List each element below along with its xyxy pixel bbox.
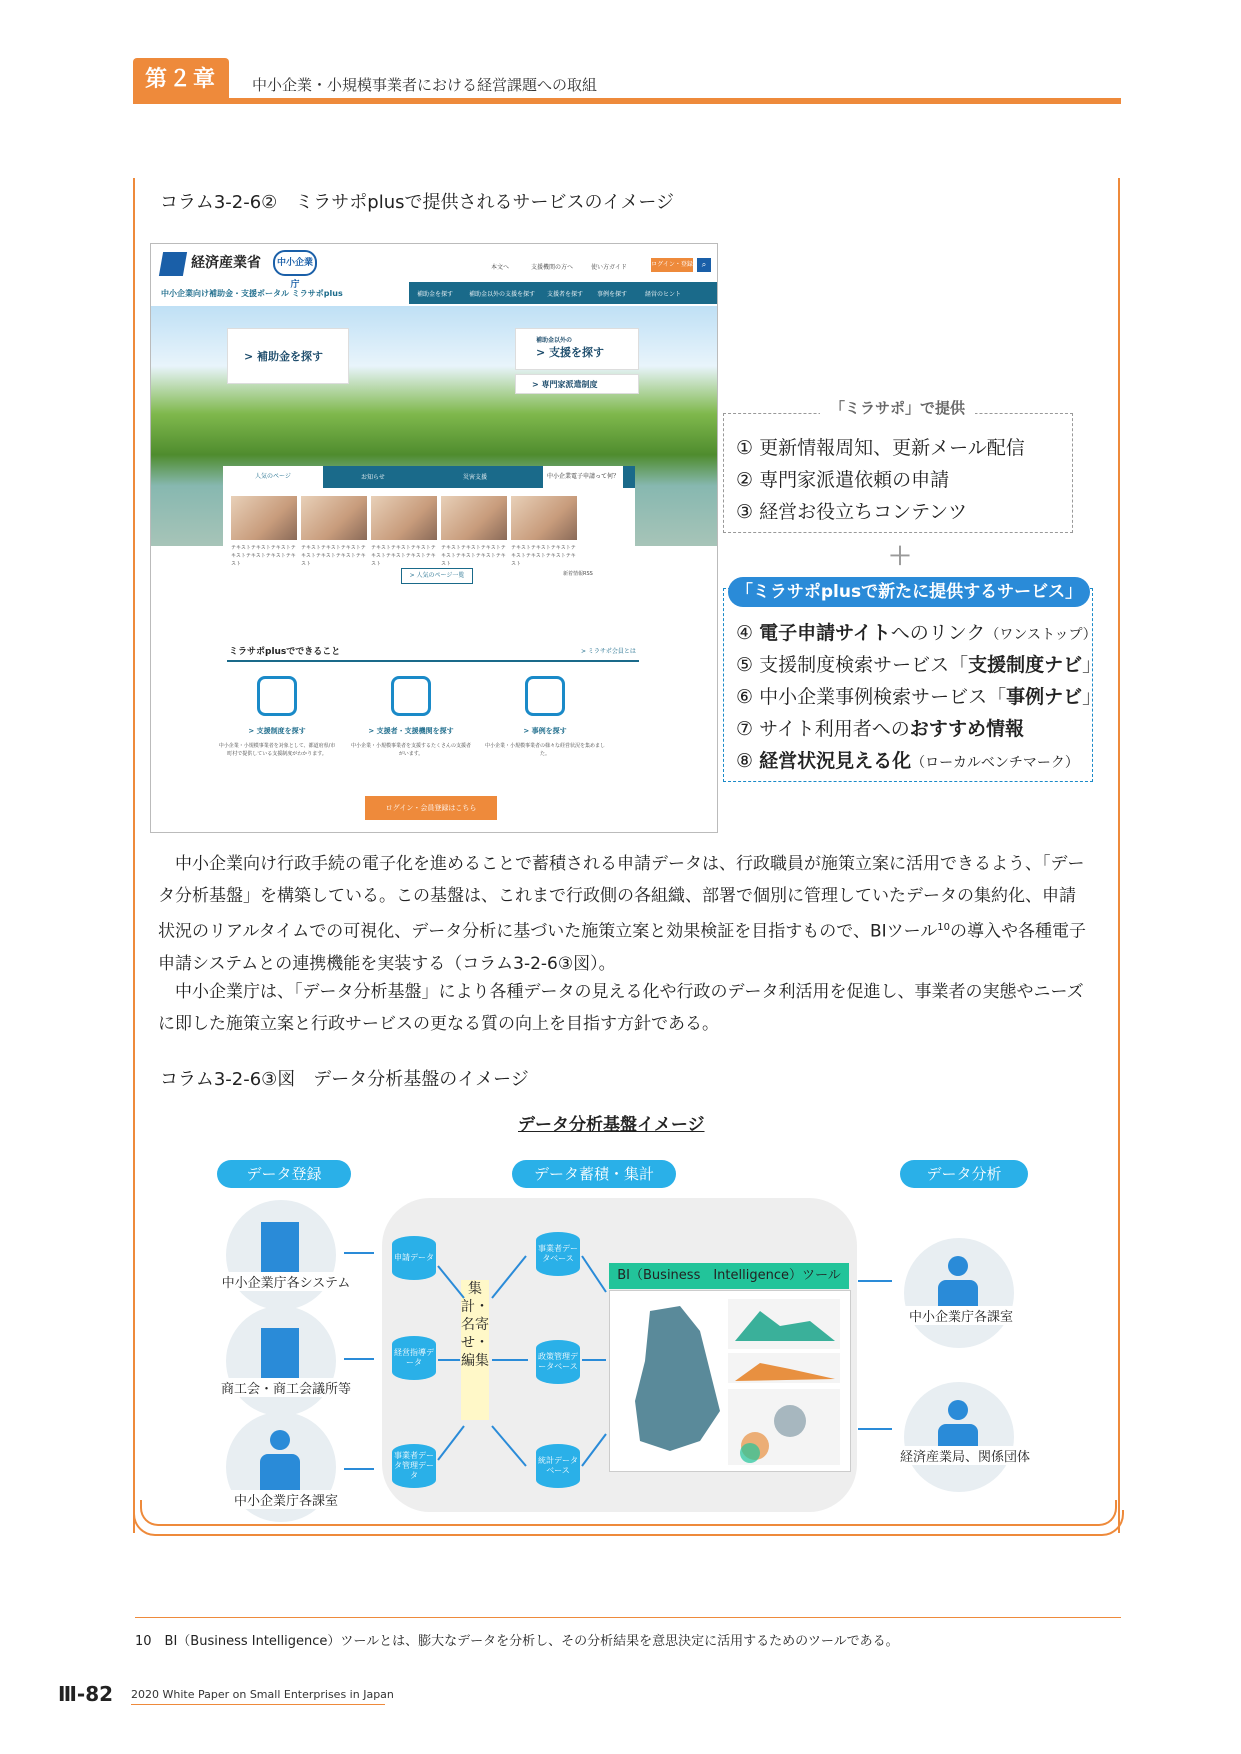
connector-arrows: [430, 1230, 620, 1490]
card-photo: [231, 496, 297, 540]
person-circle: [904, 1382, 1014, 1492]
chapter-tab: 第２章: [133, 58, 229, 102]
person-head-icon: [270, 1430, 290, 1450]
portal-title: 中小企業向け補助金・支援ポータル ミラサポplus: [161, 289, 343, 298]
database-icon: 統計データベース: [536, 1444, 580, 1488]
tab-e-application[interactable]: 中小企業電子申請って何？: [543, 466, 623, 488]
database-icon: 政策管理データベース: [536, 1340, 580, 1384]
service-item: ② 専門家派遣依頼の申請: [736, 469, 950, 491]
new-service-item: [736, 682, 1101, 709]
tab-disaster[interactable]: 災害支援: [463, 474, 488, 481]
arrow: [344, 1252, 374, 1254]
footnote-rule: [135, 1617, 1121, 1618]
arrow: [344, 1468, 374, 1470]
card-text: テキストテキストテキストテキストテキストテキストテキスト: [301, 545, 366, 567]
publication-rule: [131, 1704, 385, 1705]
item-pre: ⑤ 支援制度検索サービス「: [736, 654, 969, 676]
mirasapo-screenshot: [150, 243, 718, 833]
item-post: 」: [1082, 654, 1102, 676]
bi-dashboard-graphic: [610, 1291, 850, 1471]
new-service-item: [736, 618, 1097, 645]
chapter-title: 中小企業・小規模事業者における経営課題への取組: [252, 76, 598, 94]
user-label: 中小企業庁各課室: [886, 1306, 1036, 1325]
p1-tail: の導入や各種電子申請システムとの連携機能を実装する（コラム3-2-6③図）。: [158, 921, 1087, 974]
top-link-main[interactable]: 本文へ: [491, 264, 510, 271]
feature-title: > 支援制度を探す: [248, 727, 306, 735]
building-icon: [261, 1328, 299, 1382]
new-service-item: [736, 746, 1079, 773]
database-icon: 経営指導データ: [392, 1336, 436, 1380]
plus-sign: ＋: [888, 542, 912, 570]
card-photo: [301, 496, 367, 540]
popular-cards: [223, 488, 635, 588]
card-photo: [511, 496, 577, 540]
meti-name: 経済産業省: [191, 255, 261, 271]
nav-cases[interactable]: 事例を探す: [597, 291, 628, 298]
new-service-item: [736, 650, 1101, 677]
column-frame-right: [1118, 178, 1120, 1533]
footnote-ref[interactable]: 10: [937, 922, 951, 933]
column-frame-left: [133, 178, 135, 1533]
rss-link[interactable]: 新着情報RSS: [563, 571, 593, 577]
section-title: ミラサポplusでできること: [229, 647, 341, 657]
nav-supporter[interactable]: 支援者を探す: [547, 291, 584, 298]
item-bold: おすすめ情報: [909, 718, 1024, 740]
card[interactable]: [231, 496, 297, 568]
map-shape: [635, 1306, 720, 1451]
arrow: [344, 1358, 374, 1360]
hero-expert-button[interactable]: > 専門家派遣制度: [515, 374, 639, 394]
arrow: [858, 1428, 892, 1430]
login-button[interactable]: ログイン・登録: [651, 258, 693, 272]
feature-desc: 中小企業・小規模事業者を対象として、都道府県/市町村で提供している支援制度がわかります。: [218, 743, 336, 757]
item-bold: 経営状況見える化: [759, 750, 912, 772]
scatter-cluster: [740, 1443, 760, 1463]
arrow: [858, 1280, 892, 1282]
card-text: テキストテキストテキストテキストテキストテキストテキスト: [231, 545, 296, 567]
pill-data-analysis: データ分析: [900, 1160, 1028, 1188]
hero-other-small: 補助金以外の: [536, 337, 573, 344]
feature-cases[interactable]: [485, 676, 605, 758]
new-services-heading: 「ミラサポplusで新たに提供するサービス」: [728, 577, 1090, 607]
building-icon: [261, 1222, 299, 1276]
item-bold: 事例ナビ: [1006, 686, 1083, 708]
login-register-button[interactable]: ログイン・会員登録はこちら: [365, 796, 497, 820]
chart-panel: [728, 1299, 840, 1349]
card[interactable]: [371, 496, 437, 568]
feature-supporter[interactable]: [351, 676, 471, 758]
person-head-icon: [948, 1256, 968, 1276]
source-label: 商工会・商工会議所等: [206, 1378, 366, 1397]
p1-text: 中小企業向け行政手続の電子化を進めることで蓄積される申請データは、行政職員が施策立案に活用できるよう、「データ分析基盤」を構築している。この基盤は、これまで行政側の各組織、部署で個別に管理していたデータの集約化、申請状況のリアルタイムでの可視化、データ分析に基づいた施策立案と効果検証を目指すもので、BIツール: [158, 854, 1085, 942]
page-number: Ⅲ-82: [58, 1682, 114, 1706]
chusho-logo: 中小企業庁: [273, 250, 317, 276]
item-post: 」: [1082, 686, 1102, 708]
section-rule: [227, 660, 639, 662]
hero-subsidy-button[interactable]: > 補助金を探す: [227, 328, 349, 384]
scatter-cluster: [774, 1405, 806, 1437]
popular-more-button[interactable]: > 人気のページ一覧: [401, 568, 473, 584]
item-small: （ローカルベンチマーク）: [911, 755, 1079, 771]
body-paragraph-1: [158, 848, 1088, 980]
body-paragraph-2: 中小企業庁は、「データ分析基盤」により各種データの見える化や行政のデータ利活用を促進し、事業者の実態やニーズに即した施策立案と行政サービスの更なる質の向上を目指す方針である。: [158, 982, 1084, 1034]
mirasapo-services-heading: 「ミラサポ」で提供: [820, 397, 975, 418]
diagram-title: データ分析基盤イメージ: [518, 1115, 705, 1135]
card[interactable]: [511, 496, 577, 568]
section-link[interactable]: > ミラサポ会員とは: [581, 648, 636, 655]
card[interactable]: [441, 496, 507, 568]
feature-support[interactable]: [217, 676, 337, 758]
tabs-row: [223, 466, 635, 488]
nav-other-support[interactable]: 補助金以外の支援を探す: [469, 291, 536, 298]
item-small: （ワンストップ）: [985, 627, 1097, 643]
card-text: テキストテキストテキストテキストテキストテキストテキスト: [371, 545, 436, 567]
footnote: 10 BI（Business Intelligence）ツールとは、膨大なデータを分析し、その分析結果を意思決定に活用するためのツールである。: [135, 1634, 899, 1649]
bi-dashboard-image: [609, 1290, 851, 1472]
building-circle: [226, 1200, 336, 1310]
search-icon[interactable]: ⌕: [697, 258, 711, 272]
pill-data-accumulation: データ蓄積・集計: [512, 1160, 676, 1188]
hands-heart-icon: [257, 676, 297, 716]
signpost-icon: [525, 676, 565, 716]
item-bold: 電子申請サイト: [759, 622, 891, 644]
person-body-icon: [260, 1454, 300, 1492]
hero-other-support-button[interactable]: [515, 328, 639, 370]
aggregation-box: 集計・名寄せ・編集: [461, 1280, 489, 1420]
feature-title: > 支援者・支援機関を探す: [368, 727, 454, 735]
database-icon: 事業者データベース: [536, 1232, 580, 1276]
item-pre: ⑦ サイト利用者への: [736, 718, 910, 740]
nav-subsidy[interactable]: 補助金を探す: [417, 291, 454, 298]
figure-caption-1: コラム3-2-6② ミラサポplusで提供されるサービスのイメージ: [160, 192, 674, 213]
card-text: テキストテキストテキストテキストテキストテキストテキスト: [441, 545, 506, 567]
top-link-support[interactable]: 支援機関の方へ: [531, 264, 574, 271]
card-photo: [441, 496, 507, 540]
people-icon: [391, 676, 431, 716]
user-label: 経済産業局、関係団体: [880, 1446, 1050, 1465]
item-bold: 支援制度ナビ: [968, 654, 1083, 676]
building-circle: [226, 1306, 336, 1416]
publication-name: 2020 White Paper on Small Enterprises in Japan: [131, 1688, 394, 1701]
nav-tips[interactable]: 経営のヒント: [645, 291, 682, 298]
database-icon: 事業者データ管理データ: [392, 1444, 436, 1488]
pill-data-registration: データ登録: [217, 1160, 351, 1188]
figure-caption-2: コラム3-2-6③図 データ分析基盤のイメージ: [160, 1069, 529, 1090]
item-pre: ⑥ 中小企業事例検索サービス「: [736, 686, 1007, 708]
item-post: へのリンク: [890, 622, 986, 644]
source-label: 中小企業庁各課室: [206, 1490, 366, 1509]
tab-news[interactable]: お知らせ: [361, 474, 385, 481]
chapter-rule: [133, 98, 1121, 104]
card[interactable]: [301, 496, 367, 568]
item-pre: ⑧: [736, 750, 760, 772]
site-topbar: [151, 244, 717, 290]
hero-other-label: > 支援を探す: [536, 346, 605, 359]
bi-tool-label: BI（Business Intelligence）ツール: [609, 1263, 849, 1289]
source-label: 中小企業庁各システム: [206, 1272, 366, 1291]
service-item: ① 更新情報周知、更新メール配信: [736, 437, 1025, 459]
meti-logo-icon: [159, 252, 187, 276]
feature-desc: 中小企業・小規模事業者の様々な経営状況を集めました。: [485, 743, 606, 757]
site-navbar: [409, 282, 717, 304]
top-link-guide[interactable]: 使い方ガイド: [591, 264, 627, 271]
person-circle: [904, 1238, 1014, 1348]
feature-desc: 中小企業・小規模事業者を支援するたくさんの支援者がいます。: [351, 743, 472, 757]
database-icon: 申請データ: [392, 1236, 436, 1280]
new-service-item: [736, 714, 1024, 741]
person-head-icon: [948, 1400, 968, 1420]
card-text: テキストテキストテキストテキストテキストテキストテキスト: [511, 545, 576, 567]
item-pre: ④: [736, 622, 760, 644]
tab-popular[interactable]: 人気のページ: [223, 466, 323, 488]
feature-title: > 事例を探す: [523, 727, 567, 735]
card-photo: [371, 496, 437, 540]
service-item: ③ 経営お役立ちコンテンツ: [736, 501, 968, 523]
